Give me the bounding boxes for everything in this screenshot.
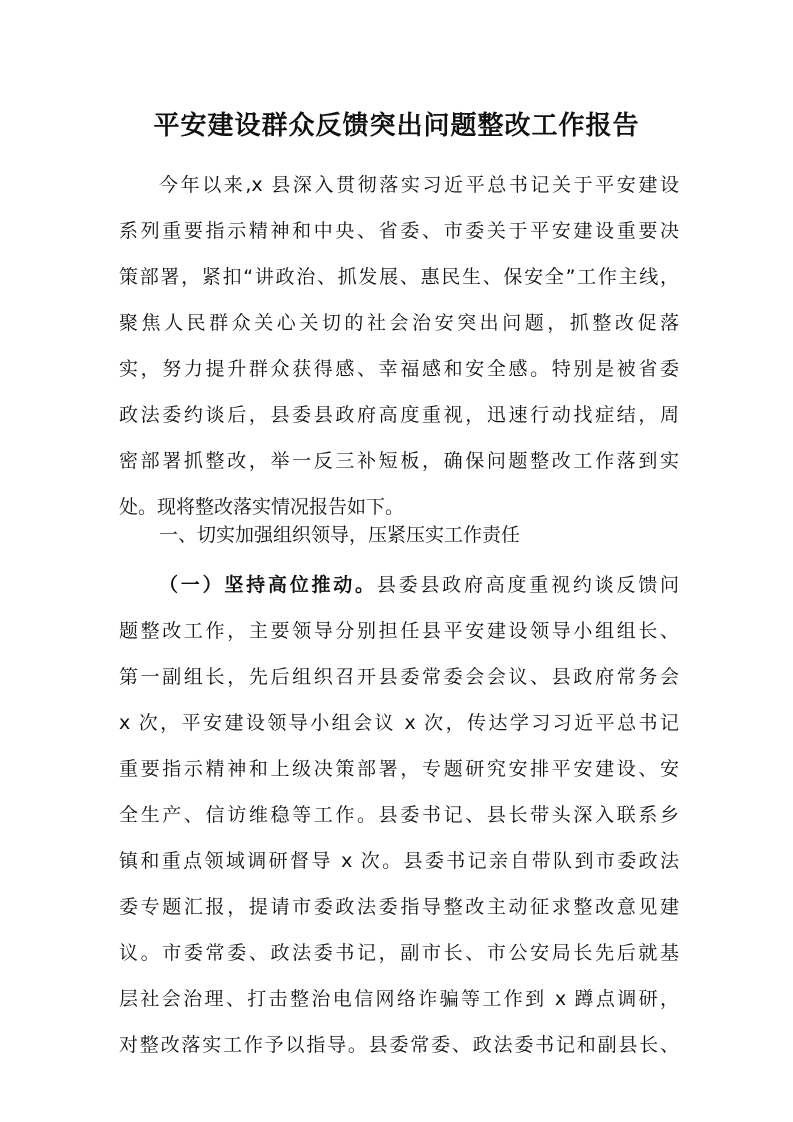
paragraph-line: 委专题汇报，提请市委政法委指导整改主动征求整改意见建 [119, 896, 679, 918]
subsection-first-line-text: 县委县政府高度重视约谈反馈问 [376, 574, 679, 596]
paragraph-line: x 次，平安建设领导小组会议 x 次，传达学习习近平总书记 [119, 712, 679, 734]
paragraph-line: 策部署，紧扣“讲政治、抓发展、惠民生、保安全”工作主线， [119, 266, 679, 288]
paragraph-line: 密部署抓整改，举一反三补短板，确保问题整改工作落到实 [119, 450, 679, 472]
paragraph-line: 层社会治理、打击整治电信网络诈骗等工作到 x 蹲点调研， [119, 988, 679, 1010]
subsection-first-line [159, 566, 679, 604]
paragraph-line: 政法委约谈后，县委县政府高度重视，迅速行动找症结，周 [119, 404, 679, 426]
paragraph-line: 重要指示精神和上级决策部署，专题研究安排平安建设、安 [119, 758, 679, 780]
paragraph-line: 系列重要指示精神和中央、省委、市委关于平安建设重要决 [119, 220, 679, 242]
section-heading: 一、切实加强组织领导，压紧压实工作责任 [159, 524, 521, 546]
paragraph-line: 镇和重点领域调研督导 x 次。县委书记亲自带队到市委政法 [119, 850, 679, 872]
paragraph-line: 第一副组长，先后组织召开县委常委会会议、县政府常务会 [119, 666, 679, 688]
paragraph-line: 题整改工作，主要领导分别担任县平安建设领导小组组长、 [119, 620, 679, 642]
paragraph-line: 聚焦人民群众关心关切的社会治安突出问题，抓整改促落 [119, 312, 679, 334]
subsection-heading: （一）坚持高位推动。 [159, 574, 377, 596]
paragraph-line: 处。现将整改落实情况报告如下。 [119, 496, 405, 518]
paragraph-line: 今年以来,x 县深入贯彻落实习近平总书记关于平安建设 [159, 174, 679, 196]
paragraph-line: 对整改落实工作予以指导。县委常委、政法委书记和副县长、 [119, 1034, 679, 1056]
paragraph-line: 议。市委常委、政法委书记，副市长、市公安局长先后就基 [119, 942, 679, 964]
paragraph-line: 全生产、信访维稳等工作。县委书记、县长带头深入联系乡 [119, 804, 679, 826]
document-title: 平安建设群众反馈突出问题整改工作报告 [153, 111, 640, 141]
paragraph-line: 实，努力提升群众获得感、幸福感和安全感。特别是被省委 [119, 358, 679, 380]
